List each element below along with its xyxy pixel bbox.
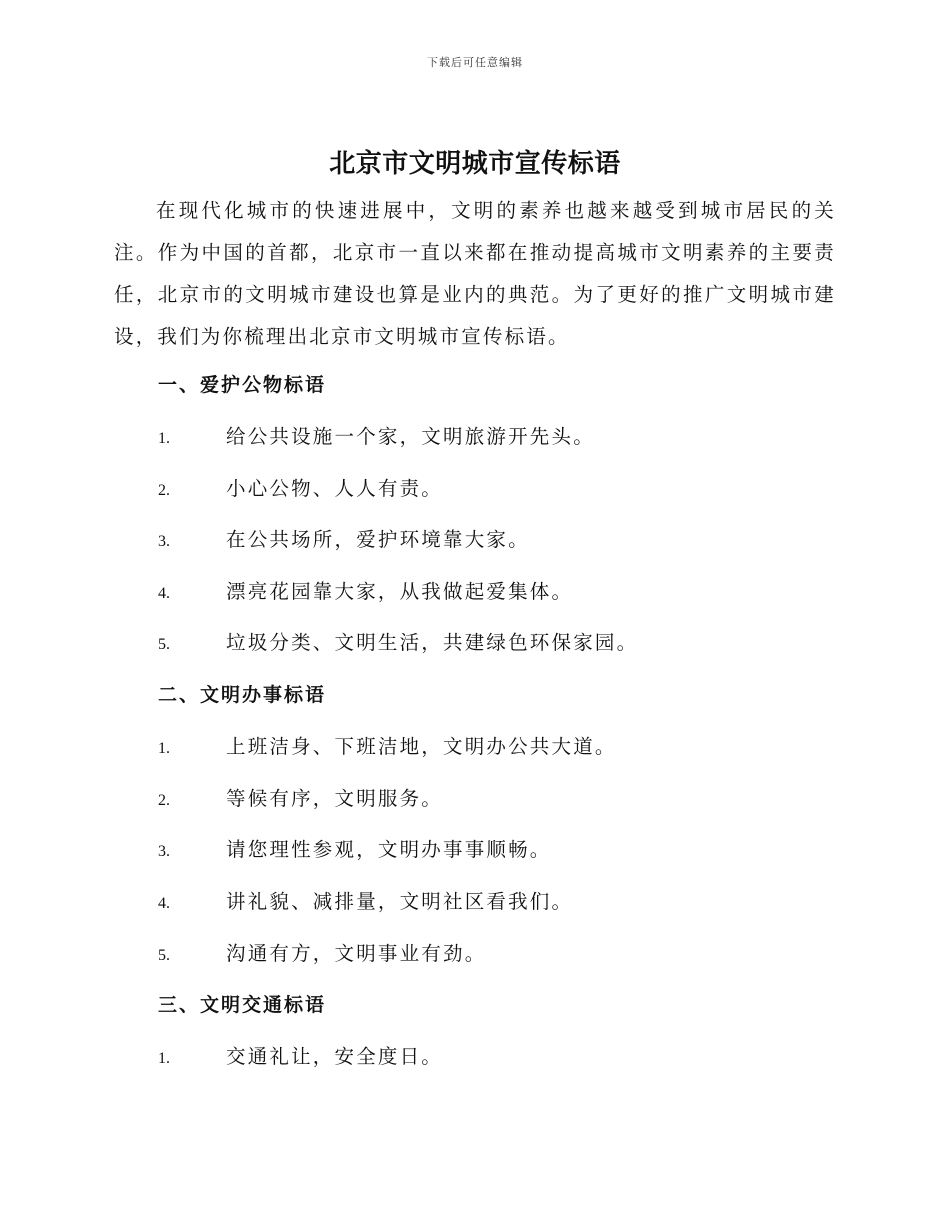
list-item-text: 垃圾分类、文明生活，共建绿色环保家园。: [226, 631, 639, 654]
document-title: 北京市文明城市宣传标语: [329, 149, 621, 179]
list-item-text: 等候有序，文明服务。: [226, 787, 444, 810]
list-item: [158, 784, 443, 814]
list-item: [158, 474, 443, 504]
section-heading-protect-public-property: 一、爱护公物标语: [158, 374, 327, 396]
list-item-number: 3.: [158, 533, 170, 550]
list-item-text: 给公共设施一个家，文明旅游开先头。: [226, 425, 595, 448]
list-item: [158, 835, 552, 865]
list-item: [158, 732, 617, 762]
list-item-text: 沟通有方，文明事业有劲。: [226, 942, 487, 965]
list-item-number: 4.: [158, 895, 170, 912]
header-note: 下载后可任意编辑: [427, 56, 523, 69]
list-item-number: 2.: [158, 482, 170, 499]
list-item-number: 5.: [158, 636, 170, 653]
list-item: [158, 525, 530, 555]
list-item: [158, 887, 573, 917]
list-item-text: 在公共场所，爱护环境靠大家。: [226, 528, 530, 551]
list-item-number: 4.: [158, 585, 170, 602]
list-item-text: 上班洁身、下班洁地，文明办公共大道。: [226, 735, 617, 758]
list-item-number: 2.: [158, 792, 170, 809]
list-item-text: 请您理性参观，文明办事事顺畅。: [226, 838, 552, 861]
intro-paragraph: 在现代化城市的快速进展中，文明的素养也越来越受到城市居民的关注。作为中国的首都，北京市一直以来都在推动提高城市文明素养的主要责任，北京市的文明城市建设也算是业内的典范。为了更好的推广文明城市建设，我们为你梳理出北京市文明城市宣传标语。: [114, 199, 836, 348]
section-heading-civilized-traffic: 三、文明交通标语: [158, 994, 327, 1016]
list-item: [158, 939, 486, 969]
list-item-number: 5.: [158, 947, 170, 964]
list-item-number: 3.: [158, 843, 170, 860]
list-item-number: 1.: [158, 740, 170, 757]
list-item-number: 1.: [158, 430, 170, 447]
list-item: [158, 422, 595, 452]
section-heading-civilized-conduct: 二、文明办事标语: [158, 684, 327, 706]
list-item: [158, 1042, 443, 1072]
list-item-text: 讲礼貌、减排量，文明社区看我们。: [226, 890, 574, 913]
list-item: [158, 628, 638, 658]
list-item-text: 漂亮花园靠大家，从我做起爱集体。: [226, 580, 574, 603]
list-item-number: 1.: [158, 1050, 170, 1067]
list-item-text: 交通礼让，安全度日。: [226, 1045, 444, 1068]
list-item-text: 小心公物、人人有责。: [226, 477, 444, 500]
list-item: [158, 577, 573, 607]
